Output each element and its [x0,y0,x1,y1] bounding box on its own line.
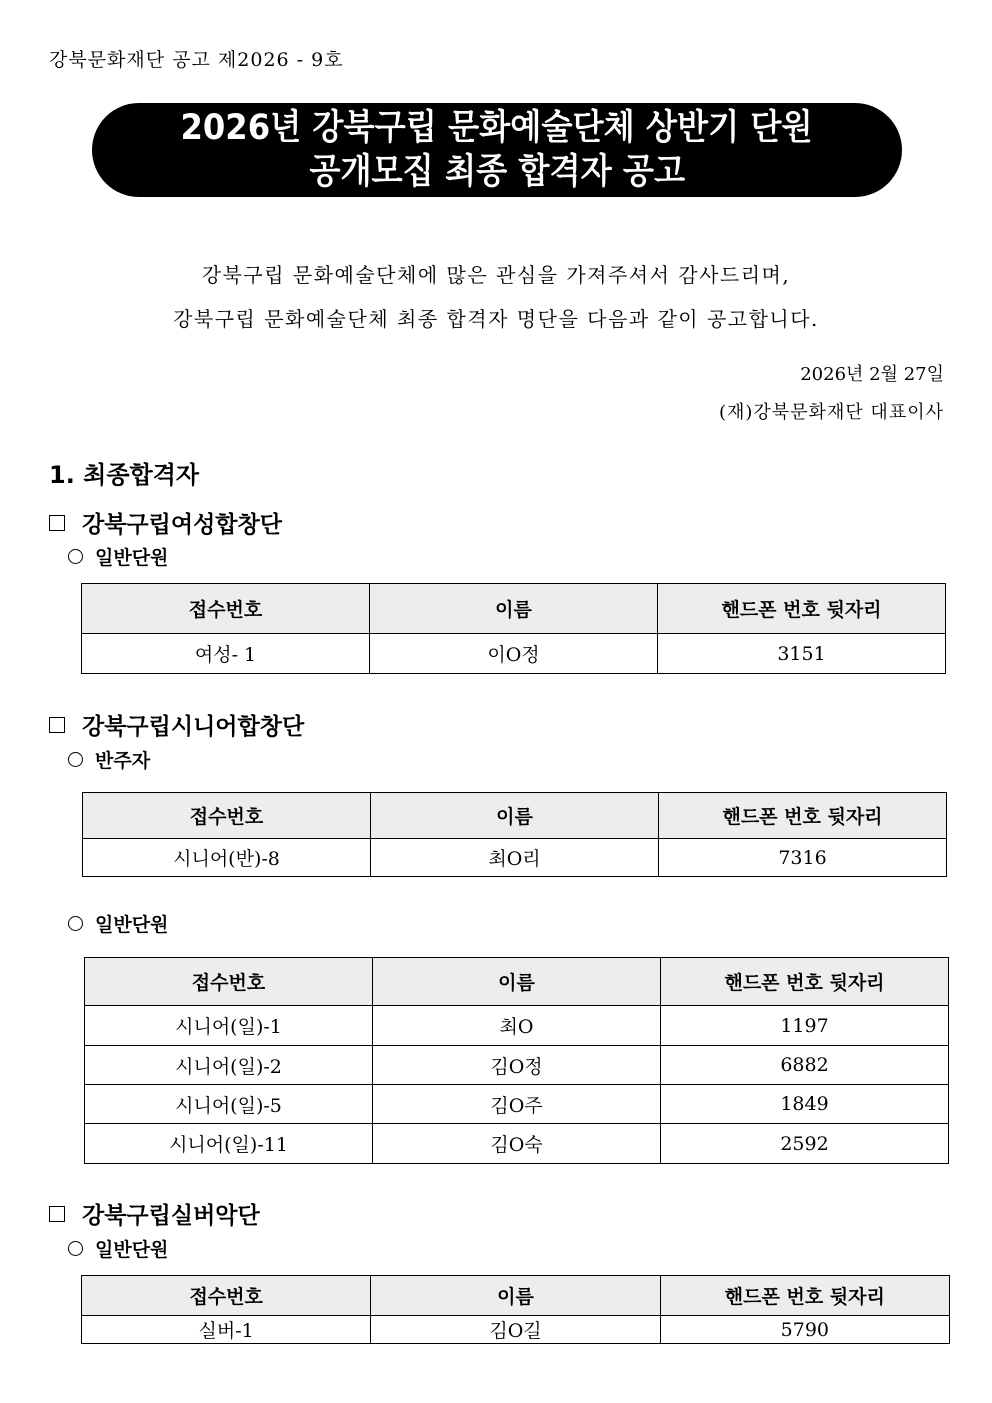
subgroup-name: 반주자 [95,750,151,772]
circle-icon [68,752,83,767]
receipt-number: 시니어(일)-11 [85,1124,373,1164]
header-phone-last-digits: 핸드폰 번호 뒷자리 [660,1276,949,1316]
header-phone-last-digits: 핸드폰 번호 뒷자리 [661,958,949,1006]
applicant-name: 김O숙 [373,1124,661,1164]
header-receipt-number: 접수번호 [85,958,373,1006]
subgroup-heading-general-members [68,543,168,570]
applicant-name: 최O [373,1006,661,1046]
senior-choir-accompanist-table [82,792,947,877]
square-box-icon [49,717,65,733]
header-receipt-number: 접수번호 [82,584,370,634]
table-header-row [82,584,946,634]
title-line-2: 공개모집 최종 합격자 공고 [309,152,685,192]
table-row [82,634,946,674]
square-box-icon [49,1206,65,1222]
title-banner [92,103,902,197]
table-header-row [85,958,949,1006]
phone-last-digits: 1849 [661,1085,949,1124]
silver-band-general-table [81,1275,950,1344]
circle-icon [68,916,83,931]
phone-last-digits: 6882 [661,1046,949,1085]
subgroup-heading-general-members [68,910,168,937]
header-name: 이름 [370,584,658,634]
table-row [85,1124,949,1164]
group-name: 강북구립실버악단 [82,1203,260,1229]
group-heading-womens-choir [49,506,282,539]
table-header-row [82,1276,950,1316]
group-name: 강북구립여성합창단 [82,512,282,538]
receipt-number: 시니어(일)-5 [85,1085,373,1124]
header-phone-last-digits: 핸드폰 번호 뒷자리 [658,584,946,634]
receipt-number: 시니어(일)-1 [85,1006,373,1046]
intro-paragraph [0,253,992,341]
phone-last-digits: 2592 [661,1124,949,1164]
subgroup-name: 일반단원 [95,547,169,569]
phone-last-digits: 1197 [661,1006,949,1046]
applicant-name: 최O리 [371,839,659,877]
header-phone-last-digits: 핸드폰 번호 뒷자리 [659,793,947,839]
table-row [85,1006,949,1046]
group-name: 강북구립시니어합창단 [82,714,305,740]
phone-last-digits: 5790 [660,1316,949,1344]
receipt-number: 여성- 1 [82,634,370,674]
table-row [85,1085,949,1124]
applicant-name: 김O길 [371,1316,660,1344]
table-row [83,839,947,877]
applicant-name: 이O정 [370,634,658,674]
group-heading-silver-band [49,1197,260,1230]
intro-line-1: 강북구립 문화예술단체에 많은 관심을 가져주셔서 감사드리며, [201,263,791,287]
header-receipt-number: 접수번호 [83,793,371,839]
table-row [85,1046,949,1085]
table-row [82,1316,950,1344]
title-line-1: 2026년 강북구립 문화예술단체 상반기 단원 [180,108,814,148]
header-name: 이름 [373,958,661,1006]
header-name: 이름 [371,1276,660,1316]
phone-last-digits: 7316 [659,839,947,877]
subgroup-heading-general-members [68,1235,168,1262]
header-name: 이름 [371,793,659,839]
circle-icon [68,1241,83,1256]
section-heading: 1. 최종합격자 [49,461,200,489]
senior-choir-general-table [84,957,949,1164]
receipt-number: 시니어(반)-8 [83,839,371,877]
phone-last-digits: 3151 [658,634,946,674]
table-header-row [83,793,947,839]
signer: (재)강북문화재단 대표이사 [718,402,944,423]
document-number: 강북문화재단 공고 제2026 - 9호 [49,49,344,71]
receipt-number: 실버-1 [82,1316,371,1344]
subgroup-name: 일반단원 [95,914,169,936]
intro-line-2: 강북구립 문화예술단체 최종 합격자 명단을 다음과 같이 공고합니다. [173,307,819,331]
subgroup-name: 일반단원 [95,1239,169,1261]
announcement-date: 2026년 2월 27일 [800,364,944,385]
circle-icon [68,549,83,564]
receipt-number: 시니어(일)-2 [85,1046,373,1085]
applicant-name: 김O정 [373,1046,661,1085]
header-receipt-number: 접수번호 [82,1276,371,1316]
womens-choir-general-table [81,583,946,674]
group-heading-senior-choir [49,708,304,741]
square-box-icon [49,515,65,531]
applicant-name: 김O주 [373,1085,661,1124]
subgroup-heading-accompanist [68,746,150,773]
